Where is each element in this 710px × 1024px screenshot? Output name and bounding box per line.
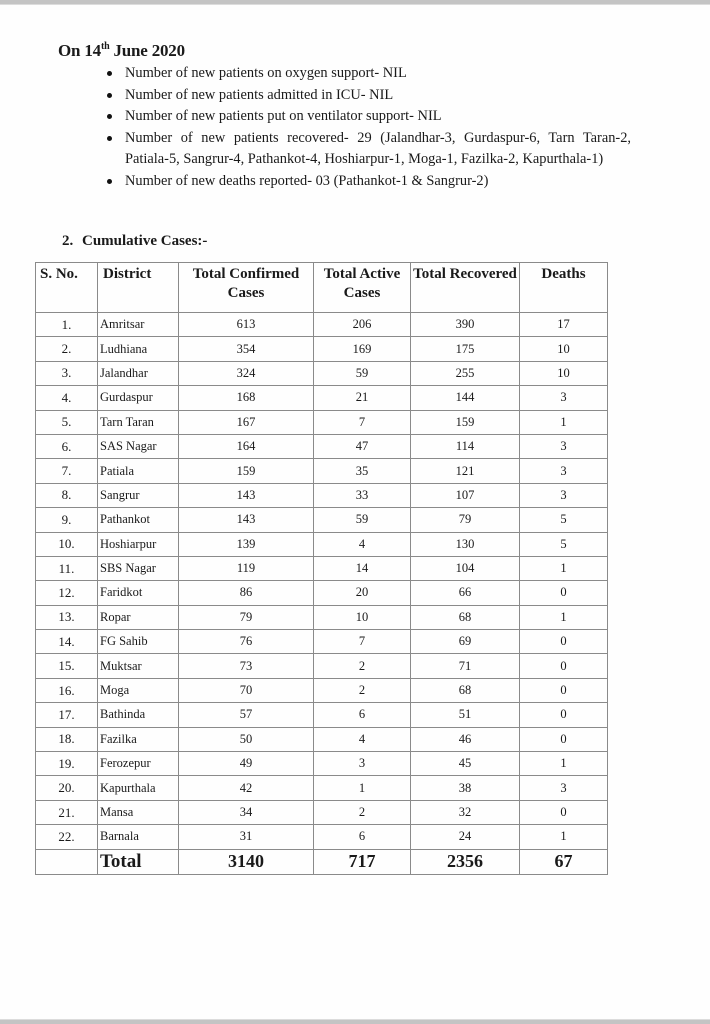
cell-recovered: 390: [411, 313, 520, 337]
cell-active: 206: [314, 313, 411, 337]
heading-superscript: th: [100, 41, 110, 52]
cell-district: Ferozepur: [98, 752, 179, 776]
cell-sno: 15.: [36, 654, 98, 678]
table-header-row: [36, 263, 608, 313]
cell-district: Gurdaspur: [98, 386, 179, 410]
section-title: [62, 233, 207, 250]
cell-district: Ropar: [98, 605, 179, 629]
cell-deaths: 3: [520, 776, 608, 800]
cell-recovered: 51: [411, 703, 520, 727]
col-header-confirmed: Total Confirmed Cases: [179, 263, 314, 313]
cell-deaths: 0: [520, 678, 608, 702]
table-row: [36, 752, 608, 776]
bullet-deaths: [125, 171, 631, 193]
daily-updates-list: [125, 63, 631, 192]
cell-deaths: 0: [520, 581, 608, 605]
cell-district: Mansa: [98, 800, 179, 824]
cell-active: 169: [314, 337, 411, 361]
cell-active: 6: [314, 703, 411, 727]
cell-confirmed: 143: [179, 483, 314, 507]
bullet-ventilator-support: [125, 106, 631, 128]
bullet-dot-icon: [107, 114, 112, 119]
cell-recovered: 114: [411, 434, 520, 458]
cell-active: 6: [314, 825, 411, 849]
table-row: [36, 410, 608, 434]
table-row: [36, 654, 608, 678]
cell-sno: 10.: [36, 532, 98, 556]
cell-deaths: 1: [520, 752, 608, 776]
cell-sno: 4.: [36, 386, 98, 410]
bullet-text: Number of new patients recovered- 29 (Jalandhar-3, Gurdaspur-6, Tarn Taran-2, Patiala-5, Sangrur-4, Pathankot-4, Hoshiarpur-1, Moga-1, Fazilka-2, Kapurthala-1): [125, 129, 631, 167]
cell-recovered: 104: [411, 556, 520, 580]
cell-active: 7: [314, 630, 411, 654]
cell-sno: 6.: [36, 434, 98, 458]
cell-active: 59: [314, 361, 411, 385]
cell-active: 14: [314, 556, 411, 580]
table-row: [36, 703, 608, 727]
table-row: [36, 508, 608, 532]
cell-sno: 3.: [36, 361, 98, 385]
cell-confirmed: 57: [179, 703, 314, 727]
cell-recovered: 144: [411, 386, 520, 410]
cell-deaths: 0: [520, 703, 608, 727]
cell-deaths: 0: [520, 727, 608, 751]
cell-confirmed: 79: [179, 605, 314, 629]
cell-confirmed: 34: [179, 800, 314, 824]
cell-recovered: 68: [411, 678, 520, 702]
cell-sno: 16.: [36, 678, 98, 702]
cell-confirmed: 76: [179, 630, 314, 654]
cell-confirmed: 49: [179, 752, 314, 776]
table-row: [36, 361, 608, 385]
cell-sno: 18.: [36, 727, 98, 751]
cell-recovered: 255: [411, 361, 520, 385]
bullet-recovered: [125, 128, 631, 171]
cell-district: Kapurthala: [98, 776, 179, 800]
cell-district: Tarn Taran: [98, 410, 179, 434]
cell-sno: 13.: [36, 605, 98, 629]
cell-sno: 21.: [36, 800, 98, 824]
cell-confirmed: 139: [179, 532, 314, 556]
cell-active: 2: [314, 800, 411, 824]
bullet-text: Number of new patients admitted in ICU- NIL: [125, 86, 394, 103]
cell-district: Jalandhar: [98, 361, 179, 385]
cell-recovered: 121: [411, 459, 520, 483]
section-title-text: Cumulative Cases:-: [82, 233, 208, 249]
cell-recovered: 68: [411, 605, 520, 629]
cell-deaths: 17: [520, 313, 608, 337]
cell-district: Moga: [98, 678, 179, 702]
table-row: [36, 459, 608, 483]
cell-sno: 12.: [36, 581, 98, 605]
cell-confirmed: 86: [179, 581, 314, 605]
cell-district: Muktsar: [98, 654, 179, 678]
cell-sno: 8.: [36, 483, 98, 507]
bullet-oxygen-support: [125, 63, 631, 85]
cell-district: Sangrur: [98, 483, 179, 507]
cell-district: FG Sahib: [98, 630, 179, 654]
cumulative-cases-table: [35, 262, 608, 875]
cell-confirmed: 31: [179, 825, 314, 849]
table-row: [36, 678, 608, 702]
cell-district: Amritsar: [98, 313, 179, 337]
cell-recovered: 71: [411, 654, 520, 678]
cell-confirmed: 50: [179, 727, 314, 751]
table-row: [36, 483, 608, 507]
col-header-recovered: Total Recovered: [411, 263, 520, 313]
cell-recovered: 32: [411, 800, 520, 824]
table-row: [36, 337, 608, 361]
cell-deaths: 5: [520, 532, 608, 556]
cell-sno: 9.: [36, 508, 98, 532]
bullet-dot-icon: [107, 179, 112, 184]
cell-recovered: 175: [411, 337, 520, 361]
cell-district: Barnala: [98, 825, 179, 849]
cell-recovered: 45: [411, 752, 520, 776]
cell-sno: 1.: [36, 313, 98, 337]
cell-confirmed: 70: [179, 678, 314, 702]
cell-recovered: 79: [411, 508, 520, 532]
cell-active: 1: [314, 776, 411, 800]
cell-active: 35: [314, 459, 411, 483]
cell-confirmed: 73: [179, 654, 314, 678]
cell-active: 20: [314, 581, 411, 605]
cell-deaths: 10: [520, 337, 608, 361]
cell-district: Fazilka: [98, 727, 179, 751]
cell-recovered: 46: [411, 727, 520, 751]
cell-confirmed: 119: [179, 556, 314, 580]
cell-active: 717: [314, 849, 411, 874]
cell-active: 10: [314, 605, 411, 629]
cell-sno: 22.: [36, 825, 98, 849]
cell-district: Pathankot: [98, 508, 179, 532]
cell-district: Total: [98, 849, 179, 874]
bullet-dot-icon: [107, 136, 112, 141]
cell-deaths: 3: [520, 386, 608, 410]
cell-sno: [36, 849, 98, 874]
cell-deaths: 3: [520, 459, 608, 483]
cell-confirmed: 613: [179, 313, 314, 337]
cell-active: 4: [314, 727, 411, 751]
cell-sno: 2.: [36, 337, 98, 361]
cell-deaths: 0: [520, 800, 608, 824]
table-row: [36, 630, 608, 654]
cell-recovered: 2356: [411, 849, 520, 874]
cell-deaths: 10: [520, 361, 608, 385]
cell-recovered: 24: [411, 825, 520, 849]
cell-sno: 19.: [36, 752, 98, 776]
cell-deaths: 0: [520, 630, 608, 654]
cell-recovered: 130: [411, 532, 520, 556]
cell-active: 7: [314, 410, 411, 434]
table-row: [36, 605, 608, 629]
cell-confirmed: 354: [179, 337, 314, 361]
cell-district: SAS Nagar: [98, 434, 179, 458]
col-header-district: District: [98, 263, 179, 313]
cell-active: 3: [314, 752, 411, 776]
cell-confirmed: 143: [179, 508, 314, 532]
table-row: [36, 532, 608, 556]
cell-active: 21: [314, 386, 411, 410]
col-header-active: Total Active Cases: [314, 263, 411, 313]
cell-active: 4: [314, 532, 411, 556]
cell-deaths: 1: [520, 825, 608, 849]
cell-sno: 7.: [36, 459, 98, 483]
page-top-edge: [0, 0, 710, 5]
bullet-text: Number of new deaths reported- 03 (Pathankot-1 & Sangrur-2): [125, 172, 489, 189]
heading-suffix: June 2020: [109, 41, 185, 60]
table-row: [36, 581, 608, 605]
cell-deaths: 5: [520, 508, 608, 532]
cell-active: 59: [314, 508, 411, 532]
cell-confirmed: 167: [179, 410, 314, 434]
cell-confirmed: 164: [179, 434, 314, 458]
cell-recovered: 66: [411, 581, 520, 605]
cell-recovered: 107: [411, 483, 520, 507]
bullet-text: Number of new patients on oxygen support- NIL: [125, 65, 407, 81]
table-row: [36, 727, 608, 751]
cell-deaths: 1: [520, 556, 608, 580]
bullet-text: Number of new patients put on ventilator support- NIL: [125, 108, 442, 124]
cell-district: Ludhiana: [98, 337, 179, 361]
table-row: [36, 556, 608, 580]
cell-active: 2: [314, 678, 411, 702]
cell-recovered: 69: [411, 630, 520, 654]
report-date-heading: [58, 41, 185, 61]
table-row: [36, 386, 608, 410]
cell-confirmed: 3140: [179, 849, 314, 874]
cell-sno: 11.: [36, 556, 98, 580]
page-bottom-edge: [0, 1019, 710, 1024]
cell-confirmed: 324: [179, 361, 314, 385]
cell-district: SBS Nagar: [98, 556, 179, 580]
cell-recovered: 159: [411, 410, 520, 434]
cell-deaths: 3: [520, 434, 608, 458]
bullet-dot-icon: [107, 71, 112, 76]
cell-sno: 14.: [36, 630, 98, 654]
cell-active: 33: [314, 483, 411, 507]
cell-confirmed: 42: [179, 776, 314, 800]
col-header-deaths: Deaths: [520, 263, 608, 313]
cell-deaths: 67: [520, 849, 608, 874]
cell-sno: 17.: [36, 703, 98, 727]
cell-district: Bathinda: [98, 703, 179, 727]
bullet-dot-icon: [107, 93, 112, 98]
table-row: [36, 434, 608, 458]
table-row: [36, 776, 608, 800]
section-number: 2.: [62, 233, 74, 249]
cell-confirmed: 159: [179, 459, 314, 483]
cell-active: 47: [314, 434, 411, 458]
cell-active: 2: [314, 654, 411, 678]
cell-district: Hoshiarpur: [98, 532, 179, 556]
table-row: [36, 800, 608, 824]
bullet-icu-admissions: [125, 85, 631, 107]
heading-prefix: On 14: [58, 41, 101, 60]
cell-sno: 5.: [36, 410, 98, 434]
cell-recovered: 38: [411, 776, 520, 800]
cell-sno: 20.: [36, 776, 98, 800]
col-header-sno: S. No.: [36, 263, 98, 313]
cell-deaths: 1: [520, 605, 608, 629]
cell-deaths: 1: [520, 410, 608, 434]
cell-confirmed: 168: [179, 386, 314, 410]
table-total-row: [36, 849, 608, 874]
cell-deaths: 0: [520, 654, 608, 678]
cell-deaths: 3: [520, 483, 608, 507]
cell-district: Patiala: [98, 459, 179, 483]
cell-district: Faridkot: [98, 581, 179, 605]
table-row: [36, 313, 608, 337]
table-row: [36, 825, 608, 849]
